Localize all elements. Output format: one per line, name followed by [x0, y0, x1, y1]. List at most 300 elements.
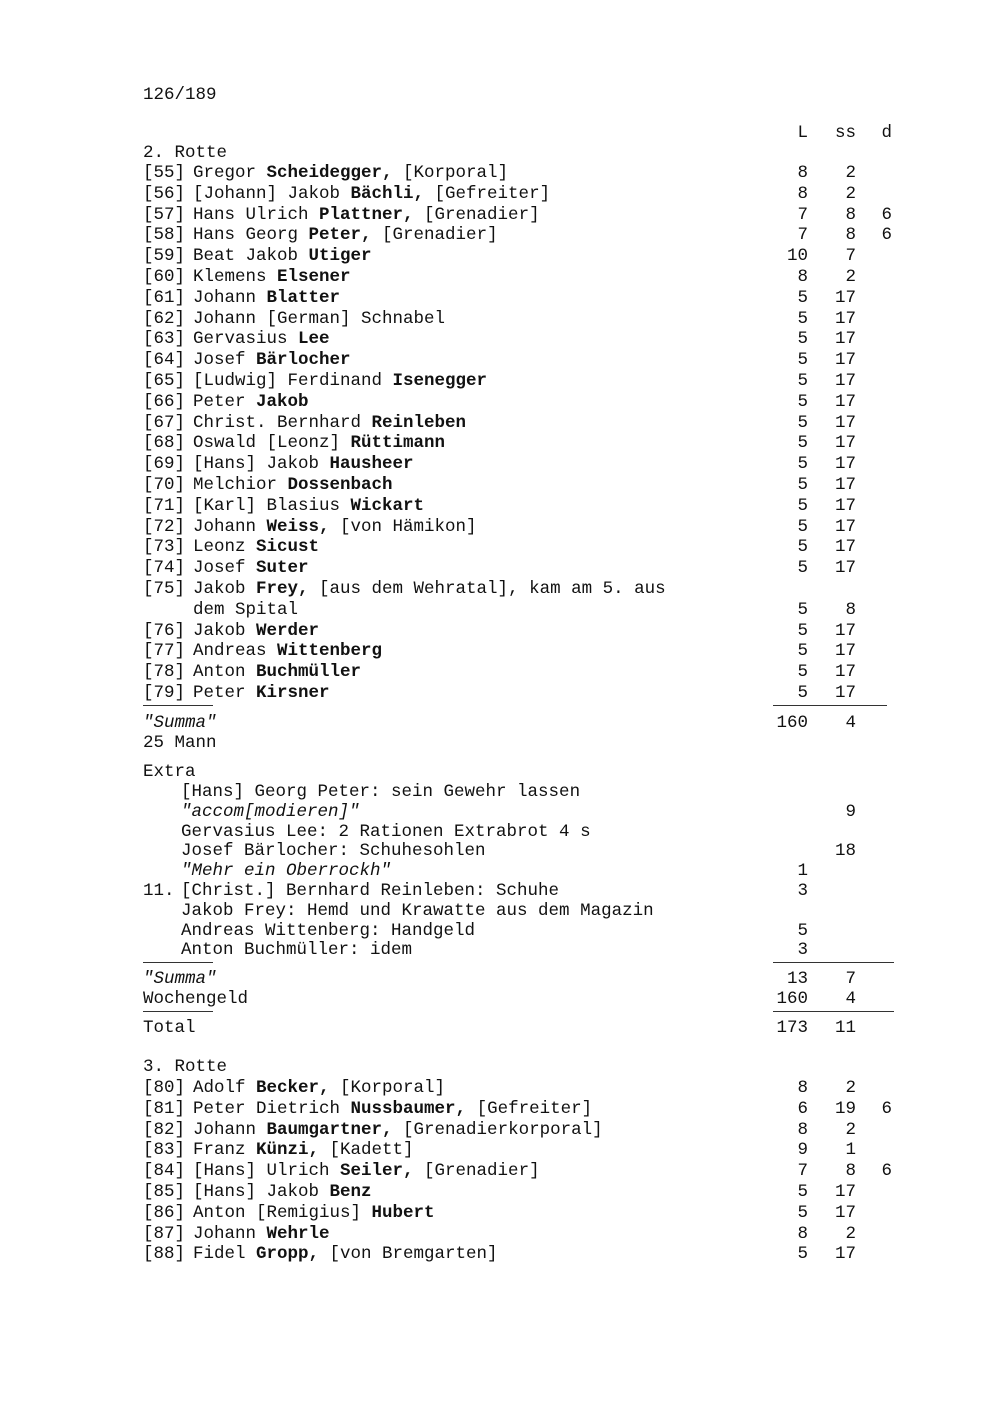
section-heading: Extra	[143, 762, 196, 782]
member-entry	[143, 579, 666, 600]
first-name: Franz	[193, 1140, 257, 1161]
surname: Gropp,	[256, 1244, 320, 1265]
amount-d	[868, 621, 892, 642]
remark: [Gefreiter]	[466, 1098, 593, 1119]
amount-ss: 11	[834, 1018, 856, 1038]
summa-text: "Summa"	[143, 713, 217, 733]
amount-ss: 9	[845, 801, 856, 822]
amount-ss: 17	[834, 1202, 856, 1223]
amount-L: 5	[797, 371, 808, 391]
summa-text: "Summa"	[143, 969, 217, 989]
surname: Hubert	[371, 1202, 435, 1223]
amount-d	[868, 454, 892, 475]
amount-d	[868, 267, 892, 288]
surname: Weiss,	[266, 516, 330, 537]
amount-ss: 8	[845, 599, 856, 620]
amount-ss: 19	[834, 1098, 856, 1119]
surname: Kirsner	[256, 683, 330, 703]
surname: Baumgartner,	[266, 1119, 393, 1140]
surname: Scheidegger,	[266, 163, 393, 183]
member-entry	[143, 371, 487, 392]
amount-d	[868, 371, 892, 392]
amount-d	[868, 1078, 892, 1099]
first-name: Johann	[193, 1119, 267, 1140]
amount-d	[868, 184, 892, 205]
amount-L: 5	[797, 537, 808, 558]
entry-number: [64]	[143, 350, 186, 371]
entry-number: [66]	[143, 391, 186, 412]
amount-ss: 17	[834, 475, 856, 495]
entry-number: [72]	[143, 516, 186, 537]
entry-number: [88]	[143, 1244, 186, 1265]
entry-number: [69]	[143, 454, 186, 475]
first-name: [Ludwig] Ferdinand	[193, 371, 393, 391]
member-entry	[143, 496, 424, 517]
entry-number: [83]	[143, 1140, 186, 1161]
entry-number: [77]	[143, 641, 186, 662]
amount-d	[868, 1244, 892, 1265]
first-name: Hans Georg	[193, 225, 309, 246]
member-entry	[143, 558, 309, 579]
amount-ss: 1	[845, 1140, 856, 1161]
entry-number: [62]	[143, 308, 186, 329]
manpower-count: 25 Mann	[143, 733, 217, 753]
first-name: [Hans] Jakob	[193, 454, 330, 475]
total-label: Total	[143, 1018, 196, 1038]
amount-L: 160	[776, 989, 808, 1009]
first-name: Adolf	[193, 1078, 257, 1098]
member-entry	[143, 537, 319, 558]
extra-entry	[143, 861, 391, 882]
surname: Hausheer	[329, 454, 414, 475]
amount-ss: 17	[834, 558, 856, 579]
rule-line	[143, 1011, 213, 1012]
section-heading: 2. Rotte	[143, 143, 228, 163]
amount-d	[868, 350, 892, 371]
amount-d	[868, 517, 892, 538]
entry-number: [79]	[143, 683, 186, 703]
amount-ss: 17	[834, 662, 856, 683]
amount-L: 5	[797, 308, 808, 329]
first-name: Jakob	[193, 579, 257, 599]
member-entry	[143, 163, 508, 184]
remark: [Korporal]	[329, 1078, 446, 1098]
surname: Seiler,	[340, 1161, 414, 1182]
member-entry	[143, 246, 372, 267]
amount-L: 5	[797, 433, 808, 454]
amount-d	[868, 433, 892, 454]
first-name: Johann	[193, 1223, 267, 1244]
surname: Buchmüller	[256, 662, 362, 683]
extra-text: "accom[modieren]"	[181, 801, 360, 822]
amount-L: 5	[797, 287, 808, 308]
amount-ss	[820, 782, 856, 803]
amount-ss	[820, 901, 856, 922]
rule-line	[773, 1011, 894, 1012]
remark: [Grenadier]	[413, 204, 540, 225]
amount-ss: 17	[834, 412, 856, 433]
entry-number: [86]	[143, 1202, 186, 1223]
surname: Lee	[298, 329, 330, 350]
amount-L	[770, 782, 808, 803]
first-name: Klemens	[193, 267, 278, 287]
surname: Utiger	[308, 246, 372, 267]
member-entry	[143, 1244, 498, 1265]
surname: Dossenbach	[287, 475, 393, 495]
amount-L: 5	[797, 495, 808, 516]
summa-label	[143, 969, 217, 990]
extra-entry: Andreas Wittenberg: Handgeld	[181, 920, 476, 941]
amount-L: 6	[797, 1098, 808, 1119]
amount-d	[868, 246, 892, 267]
amount-ss: 17	[834, 516, 856, 537]
amount-L: 5	[797, 516, 808, 537]
extra-text: Gervasius Lee: 2 Rationen Extrabrot 4 s	[181, 821, 591, 842]
member-entry	[143, 267, 351, 288]
first-name: [Johann] Jakob	[193, 183, 351, 204]
member-entry	[143, 1099, 592, 1120]
amount-L: 7	[797, 1161, 808, 1182]
member-entry	[143, 225, 498, 246]
first-name: Gregor	[193, 163, 267, 183]
extra-text: "Mehr ein Oberrockh"	[181, 861, 392, 882]
amount-ss: 4	[845, 713, 856, 733]
entry-number: [81]	[143, 1098, 186, 1119]
amount-ss: 17	[834, 287, 856, 308]
remark: [aus dem Wehratal], kam am 5. aus	[308, 579, 666, 599]
amount-L: 1	[797, 861, 808, 882]
amount-L: 5	[797, 599, 808, 620]
entry-number: [58]	[143, 225, 186, 246]
entry-number: [59]	[143, 246, 186, 267]
first-name: Gervasius	[193, 329, 299, 350]
first-name: Johann	[193, 516, 267, 537]
amount-L: 8	[797, 267, 808, 287]
entry-number: [84]	[143, 1161, 186, 1182]
entry-number: [75]	[143, 579, 186, 599]
member-entry	[143, 1120, 603, 1141]
rule-line	[143, 705, 213, 706]
entry-number: [76]	[143, 620, 186, 641]
amount-ss: 8	[845, 204, 856, 225]
member-entry	[143, 1140, 414, 1161]
amount-L: 5	[797, 412, 808, 433]
first-name: Peter	[193, 683, 257, 703]
surname: Isenegger	[392, 371, 488, 391]
amount-ss: 2	[845, 1119, 856, 1140]
amount-d	[868, 641, 892, 662]
amount-d: 6	[881, 1161, 892, 1182]
amount-ss: 17	[834, 391, 856, 412]
summa-label	[143, 713, 217, 734]
amount-d	[868, 309, 892, 330]
amount-d	[868, 1120, 892, 1141]
first-name: [Hans] Ulrich	[193, 1161, 341, 1182]
entry-number: [63]	[143, 329, 186, 350]
surname: Sicust	[256, 537, 320, 558]
amount-L: 8	[797, 1223, 808, 1244]
amount-L: 5	[797, 620, 808, 641]
amount-L: 7	[797, 204, 808, 225]
surname: Bärlocher	[256, 350, 351, 371]
extra-entry	[143, 802, 360, 823]
amount-L: 5	[797, 329, 808, 350]
amount-ss: 4	[845, 989, 856, 1009]
amount-ss: 17	[834, 329, 856, 350]
surname: Bächli,	[350, 183, 425, 204]
member-entry	[143, 475, 393, 496]
surname: Peter,	[308, 225, 372, 246]
member-entry	[143, 1224, 330, 1245]
amount-L	[770, 802, 808, 823]
amount-ss: 17	[834, 350, 856, 371]
surname: Benz	[329, 1182, 372, 1202]
amount-d	[868, 537, 892, 558]
first-name: Andreas	[193, 641, 278, 662]
surname: Rüttimann	[350, 433, 446, 454]
amount-d	[868, 1224, 892, 1245]
first-name: Fidel	[193, 1244, 257, 1265]
amount-ss: 2	[845, 1223, 856, 1244]
entry-number: [82]	[143, 1119, 186, 1140]
extra-entry: Jakob Frey: Hemd und Krawatte aus dem Magazin	[181, 900, 654, 921]
member-entry	[143, 1078, 445, 1099]
entry-number: [55]	[143, 163, 186, 183]
member-entry	[143, 433, 445, 454]
amount-ss: 17	[834, 537, 856, 558]
first-name: [Karl] Blasius	[193, 495, 351, 516]
amount-L: 5	[797, 641, 808, 662]
first-name: Johann [German] Schnabel	[193, 308, 446, 329]
amount-ss: 17	[834, 620, 856, 641]
rule-line	[143, 962, 213, 963]
first-name: Anton	[193, 662, 257, 683]
amount-ss: 7	[845, 246, 856, 267]
amount-L	[770, 822, 808, 843]
amount-ss: 17	[834, 1244, 856, 1265]
entry-number: [61]	[143, 287, 186, 308]
amount-ss: 2	[845, 267, 856, 287]
surname: Reinleben	[371, 412, 467, 433]
amount-L: 8	[797, 1078, 808, 1098]
member-entry	[143, 1182, 372, 1203]
entry-number: [85]	[143, 1182, 186, 1202]
member-entry	[143, 454, 414, 475]
surname: Blatter	[266, 287, 341, 308]
extra-entry: Anton Buchmüller: idem	[181, 940, 413, 961]
entry-number: [70]	[143, 475, 186, 495]
amount-L: 5	[797, 662, 808, 683]
remark: [Kadett]	[319, 1140, 414, 1161]
amount-L: 5	[797, 350, 808, 371]
surname: Frey,	[256, 579, 309, 599]
remark: [von Bremgarten]	[319, 1244, 498, 1265]
amount-ss: 8	[845, 1161, 856, 1182]
entry-number: [57]	[143, 204, 186, 225]
amount-L: 3	[797, 881, 808, 901]
entry-number: [71]	[143, 495, 186, 516]
amount-L: 8	[797, 163, 808, 183]
member-entry	[143, 662, 361, 683]
member-entry	[143, 517, 477, 538]
amount-ss: 2	[845, 163, 856, 183]
remark: [Grenadier]	[371, 225, 498, 246]
surname: Künzi,	[256, 1140, 320, 1161]
amount-d	[868, 329, 892, 350]
member-entry	[143, 621, 319, 642]
amount-ss: 7	[845, 969, 856, 989]
amount-ss: 17	[834, 308, 856, 329]
member-entry	[143, 288, 340, 309]
first-name: Johann	[193, 287, 267, 308]
amount-d	[868, 1182, 892, 1203]
first-name: Leonz	[193, 537, 257, 558]
amount-L: 7	[797, 225, 808, 246]
amount-L: 8	[797, 1119, 808, 1140]
amount-L: 8	[797, 183, 808, 204]
amount-L: 10	[786, 246, 808, 267]
member-entry	[143, 350, 351, 371]
amount-ss: 2	[845, 183, 856, 204]
amount-ss	[820, 861, 856, 882]
amount-L: 5	[797, 1202, 808, 1223]
column-header-l: L	[797, 123, 808, 143]
amount-L: 9	[797, 1140, 808, 1161]
first-name: Christ. Bernhard	[193, 412, 372, 433]
wochengeld-label: Wochengeld	[143, 989, 249, 1009]
amount-L: 5	[797, 1182, 808, 1202]
surname: Plattner,	[319, 204, 414, 225]
rule-line	[773, 962, 894, 963]
amount-ss	[820, 822, 856, 843]
amount-L	[770, 901, 808, 922]
extra-entry	[143, 881, 559, 902]
amount-L: 13	[786, 969, 808, 989]
first-name: Josef	[193, 558, 257, 579]
section-heading: 3. Rotte	[143, 1057, 228, 1077]
member-entry	[143, 1203, 435, 1224]
amount-L: 160	[776, 713, 808, 733]
amount-ss: 17	[834, 1182, 856, 1202]
first-name: Anton [Remigius]	[193, 1202, 372, 1223]
extra-text: Josef Bärlocher: Schuhesohlen	[181, 841, 486, 862]
amount-d	[868, 163, 892, 184]
entry-number: [65]	[143, 371, 186, 391]
first-name: Peter Dietrich	[193, 1098, 351, 1119]
surname: Wittenberg	[277, 641, 383, 662]
amount-d	[868, 558, 892, 579]
first-name: Beat Jakob	[193, 246, 309, 267]
amount-ss: 17	[834, 641, 856, 662]
amount-ss	[820, 881, 856, 902]
surname: Wehrle	[266, 1223, 330, 1244]
extra-text: [Hans] Georg Peter: sein Gewehr lassen	[181, 782, 581, 802]
amount-L: 5	[797, 475, 808, 495]
surname: Werder	[256, 620, 320, 641]
amount-ss: 17	[834, 371, 856, 391]
entry-number: [68]	[143, 433, 186, 454]
amount-d	[868, 683, 892, 704]
amount-d: 6	[881, 204, 892, 225]
surname: Suter	[256, 558, 309, 579]
amount-d	[868, 288, 892, 309]
amount-d: 6	[881, 225, 892, 246]
first-name: Melchior	[193, 475, 288, 495]
amount-ss: 17	[834, 433, 856, 454]
member-entry	[143, 205, 540, 226]
amount-L: 5	[797, 454, 808, 475]
member-entry	[143, 329, 330, 350]
remark: [Grenadierkorporal]	[392, 1119, 603, 1140]
entry-number: [78]	[143, 662, 186, 683]
entry-number: [56]	[143, 183, 186, 204]
remark: [Korporal]	[392, 163, 509, 183]
amount-L: 5	[797, 391, 808, 412]
member-entry	[143, 309, 445, 330]
entry-number: [87]	[143, 1223, 186, 1244]
first-name: [Hans] Jakob	[193, 1182, 330, 1202]
member-entry-continuation: dem Spital	[193, 599, 299, 620]
member-entry	[143, 1161, 540, 1182]
member-entry	[143, 413, 466, 434]
surname: Jakob	[256, 391, 309, 412]
column-header-ss: ss	[834, 123, 856, 143]
extra-text: [Christ.] Bernhard Reinleben: Schuhe	[181, 881, 560, 901]
amount-d	[868, 413, 892, 434]
entry-number: [74]	[143, 558, 186, 579]
amount-d	[868, 392, 892, 413]
amount-L: 5	[797, 1244, 808, 1265]
member-entry	[143, 641, 382, 662]
surname: Becker,	[256, 1078, 330, 1098]
column-header-d: d	[881, 123, 892, 143]
first-name: Jakob	[193, 620, 257, 641]
amount-d	[868, 662, 892, 683]
surname: Elsener	[277, 267, 351, 287]
amount-ss: 8	[845, 225, 856, 246]
amount-L: 3	[797, 940, 808, 961]
member-entry	[143, 184, 550, 205]
amount-ss	[820, 921, 856, 942]
remark: [Grenadier]	[413, 1161, 540, 1182]
amount-d	[868, 1203, 892, 1224]
entry-number: [60]	[143, 267, 186, 287]
amount-L: 173	[776, 1018, 808, 1038]
remark: [von Hämikon]	[329, 516, 477, 537]
entry-number: 11.	[143, 881, 175, 901]
amount-ss: 17	[834, 683, 856, 703]
first-name: Oswald [Leonz]	[193, 433, 351, 454]
amount-ss: 17	[834, 495, 856, 516]
first-name: Josef	[193, 350, 257, 371]
amount-L: 5	[797, 558, 808, 579]
entry-number: [73]	[143, 537, 186, 558]
amount-d	[868, 475, 892, 496]
extra-entry	[143, 822, 591, 843]
entry-number: [80]	[143, 1078, 186, 1098]
entry-number: [67]	[143, 412, 186, 433]
amount-L: 5	[797, 920, 808, 941]
amount-L	[770, 841, 808, 862]
amount-d: 6	[881, 1098, 892, 1119]
extra-entry	[143, 782, 580, 803]
amount-d	[868, 496, 892, 517]
first-name: Hans Ulrich	[193, 204, 320, 225]
amount-d	[868, 1140, 892, 1161]
amount-ss	[820, 940, 856, 961]
first-name: Peter	[193, 391, 257, 412]
amount-ss: 18	[834, 841, 856, 862]
